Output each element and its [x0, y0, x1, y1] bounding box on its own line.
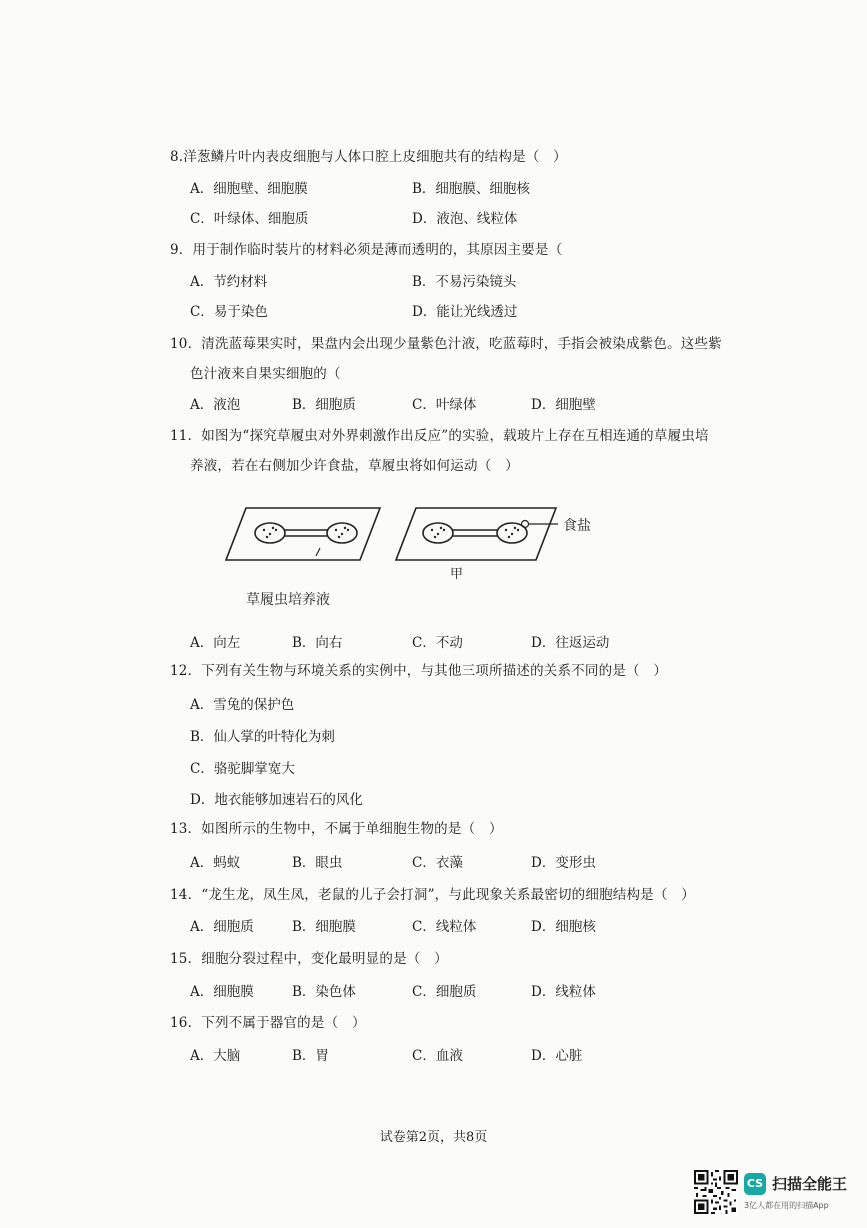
question-14-stem: 14．“龙生龙，凤生凤，老鼠的儿子会打洞”，与此现象关系最密切的细胞结构是（ ） — [170, 887, 695, 903]
question-8-option-c: C．叶绿体、细胞质 — [190, 211, 309, 227]
question-8-stem: 8.洋葱鳞片叶内表皮细胞与人体口腔上皮细胞共有的结构是（ ） — [170, 149, 567, 165]
question-13-option-b: B．眼虫 — [292, 855, 343, 871]
question-12-option-c: C．骆驼脚掌宽大 — [190, 761, 295, 777]
question-9-stem: 9．用于制作临时装片的材料必须是薄而透明的，其原因主要是（ — [170, 242, 563, 258]
question-14-option-b: B．细胞膜 — [292, 919, 356, 935]
question-15-stem: 15．细胞分裂过程中，变化最明显的是（ ） — [170, 951, 448, 967]
question-12-option-a: A．雪兔的保护色 — [190, 697, 295, 713]
scanner-watermark — [694, 1168, 862, 1220]
culture-liquid-caption: 草履虫培养液 — [246, 592, 330, 608]
question-13-option-d: D．变形虫 — [531, 855, 596, 871]
question-11-option-a: A．向左 — [190, 635, 241, 651]
question-12-stem: 12．下列有关生物与环境关系的实例中，与其他三项所描述的关系不同的是（ ） — [170, 663, 668, 679]
question-9-option-d: D．能让光线透过 — [412, 304, 518, 320]
question-11-stem-line-2: 养液，若在右侧加少许食盐，草履虫将如何运动（ ） — [190, 458, 519, 474]
question-11-option-c: C．不动 — [412, 635, 463, 651]
question-9-option-a: A．节约材料 — [190, 274, 268, 290]
question-8-option-a: A．细胞壁、细胞膜 — [190, 181, 308, 197]
question-11-option-d: D．往返运动 — [531, 635, 610, 651]
question-14-option-d: D．细胞核 — [531, 919, 596, 935]
question-11-option-b: B．向右 — [292, 635, 343, 651]
question-10-option-b: B．细胞质 — [292, 397, 356, 413]
question-16-option-a: A．大脑 — [190, 1048, 241, 1064]
question-15-option-a: A．细胞膜 — [190, 984, 254, 1000]
page-footer: 试卷第2页，共8页 — [379, 1130, 488, 1145]
question-12-option-b: B．仙人掌的叶特化为刺 — [190, 729, 335, 745]
question-16-stem: 16．下列不属于器官的是（ ） — [170, 1015, 366, 1031]
question-14-option-c: C．线粒体 — [412, 919, 477, 935]
question-15-option-c: C．细胞质 — [412, 984, 477, 1000]
salt-label: 食盐 — [563, 518, 591, 534]
question-13-option-c: C．衣藻 — [412, 855, 463, 871]
question-8-option-b: B．细胞膜、细胞核 — [412, 181, 530, 197]
question-16-option-c: C．血液 — [412, 1048, 463, 1064]
question-16-option-d: D．心脏 — [531, 1048, 583, 1064]
question-11-stem-line-1: 11．如图为“探究草履虫对外界刺激作出反应”的实验，载玻片上存在互相连通的草履虫培 — [170, 428, 709, 444]
scanner-slogan: 3亿人都在用的扫描App — [744, 1201, 829, 1210]
right-slide-drawing — [396, 508, 558, 560]
question-10-option-d: D．细胞壁 — [531, 397, 596, 413]
question-8-option-d: D．液泡、线粒体 — [412, 211, 518, 227]
scanner-brand-name: 扫描全能王 — [772, 1175, 848, 1193]
question-10-stem-line-2: 色汁液来自果实细胞的（ — [190, 366, 341, 382]
question-15-option-b: B．染色体 — [292, 984, 356, 1000]
question-9-option-c: C．易于染色 — [190, 304, 268, 320]
question-13-option-a: A．蚂蚁 — [190, 855, 241, 871]
camscanner-logo-icon: CS — [744, 1173, 766, 1195]
question-16-option-b: B．胃 — [292, 1048, 329, 1064]
qr-code-icon — [694, 1170, 738, 1214]
question-9-option-b: B．不易污染镜头 — [412, 274, 517, 290]
question-12-option-d: D．地衣能够加速岩石的风化 — [190, 792, 363, 808]
question-15-option-d: D．线粒体 — [531, 984, 596, 1000]
question-10-option-a: A．液泡 — [190, 397, 241, 413]
question-14-option-a: A．细胞质 — [190, 919, 254, 935]
question-13-stem: 13．如图所示的生物中，不属于单细胞生物的是（ ） — [170, 821, 503, 837]
paramecium-experiment-figure — [220, 500, 620, 620]
left-slide-drawing — [226, 508, 380, 560]
jia-label: 甲 — [450, 567, 464, 582]
question-10-stem-line-1: 10．清洗蓝莓果实时，果盘内会出现少量紫色汁液，吃蓝莓时，手指会被染成紫色。这些紫 — [170, 336, 722, 352]
question-10-option-c: C．叶绿体 — [412, 397, 477, 413]
